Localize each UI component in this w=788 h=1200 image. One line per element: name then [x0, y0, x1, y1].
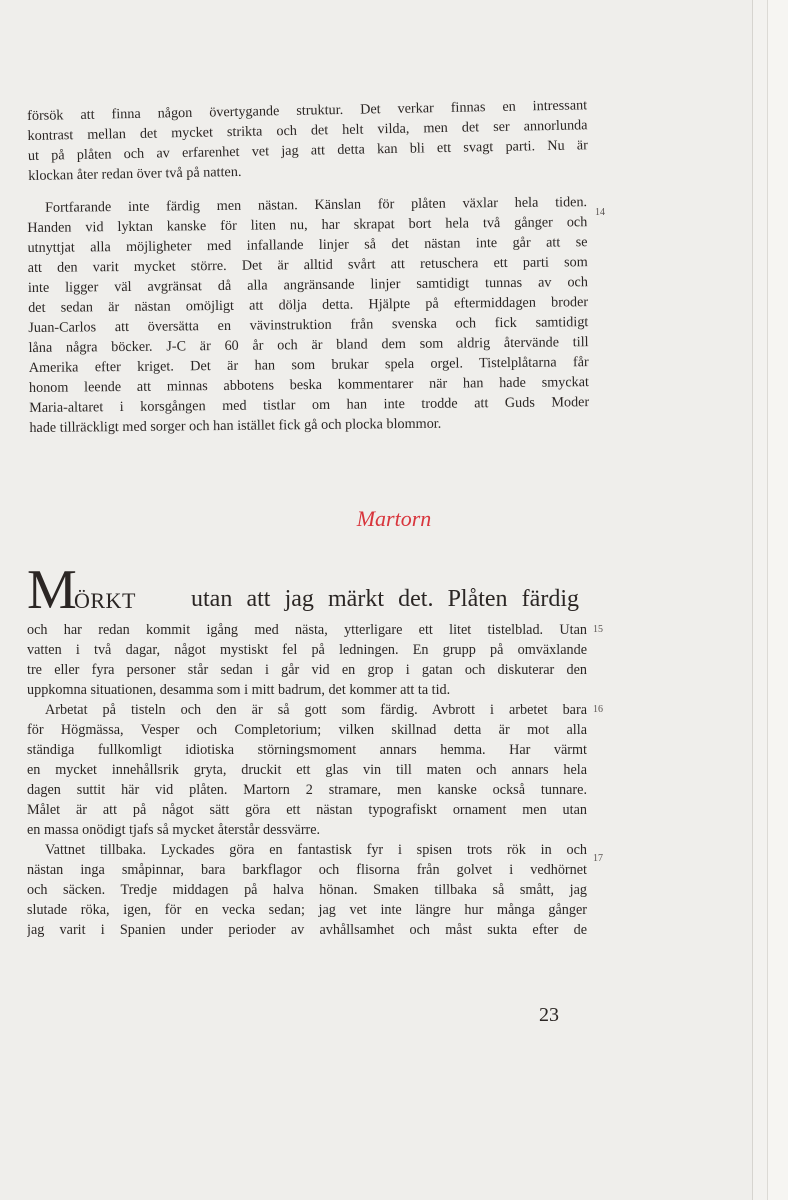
text-line: Maria-altaret i korsgången med tistlar om han inte trodde att Guds Moder: [29, 394, 590, 416]
page-number: 23: [539, 1004, 559, 1026]
text-line: jag varit i Spanien under perioder av avhållsamhet och måst sukta efter de: [27, 922, 587, 938]
text-line: inte ligger väl avgränsat då alla angränsande linjer samtidigt tunnas av och: [27, 274, 588, 296]
chapter-opening: [27, 559, 579, 621]
text-line: klockan åter redan över två på natten.: [28, 163, 242, 184]
page-edge-outer: [767, 0, 788, 1200]
paragraph-entry-14: [27, 192, 589, 438]
section-heading: Martorn: [356, 506, 432, 531]
margin-number: 15: [593, 624, 603, 635]
margin-number: 17: [593, 853, 603, 864]
text-line: dagen suttit här vid plåten. Martorn 2 stramare, men kanske också tunnare.: [27, 782, 587, 798]
text-line: låna några böcker. J-C är 60 år och är bland dem som aldrig återvände till: [28, 334, 589, 356]
text-line: ständiga fullkomligt idiotiska störningsmoment annars hemma. Har värmt: [27, 742, 587, 758]
text-line: Amerika efter kriget. Det är han som brukar spela orgel. Tistelplåtarna får: [28, 354, 589, 376]
text-line: slutade röka, igen, för en vecka sedan; jag vet inte längre hur många gånger: [27, 902, 587, 918]
text-line: Handen vid lyktan kanske för liten nu, har skrapat bort hela två gånger och: [27, 214, 588, 236]
text-line: försök att finna någon övertygande struktur. Det verkar finnas en intressant: [27, 97, 588, 124]
drop-cap: M: [27, 559, 77, 621]
text-line: Arbetat på tisteln och den är så gott som färdig. Avbrott i arbetet bara: [45, 702, 587, 718]
text-line: hade tillräckligt med sorger och han istället fick gå och plocka blommor.: [29, 415, 442, 436]
small-caps-word: ÖRKT: [74, 588, 136, 613]
text-line: Målet är att på något sätt göra ett nästan typografiskt ornament men utan: [27, 802, 587, 818]
text-line: honom leende att minnas abbotens beska kommentarer när han hade smyckat: [28, 374, 590, 396]
text-line: en mycket innehållsrik gryta, druckit ett glas vin till maten och annars hela: [27, 762, 587, 778]
text-line: att den varit mycket större. Det är alltid svårt att retuschera ett parti som: [27, 254, 588, 276]
text-line: vatten i två dagar, något mystiskt fel på ledningen. En grupp på omväxlande: [27, 642, 587, 658]
text-line: en massa onödigt tjafs så mycket återstår dessvärre.: [27, 822, 321, 838]
page-edge: [752, 0, 767, 1200]
text-line: nästan inga småpinnar, bara barkflagor och flisorna från golvet i vedhörnet: [27, 862, 587, 878]
text-line: utnyttjat alla möjligheter med infallande linjer så det nästan inte går att se: [27, 234, 588, 256]
text-line: och har redan kommit igång med nästa, ytterligare ett litet tistelblad. Utan: [27, 622, 587, 638]
text-line: och säcken. Tredje middagen på halva hönan. Smaken tillbaka så smått, jag: [27, 882, 587, 898]
text-line: uppkomna situationen, desamma som i mitt badrum, det kommer att ta tid.: [27, 682, 451, 698]
opening-line: utan att jag märkt det. Plåten färdig: [191, 586, 579, 612]
text-line: det sedan är nästan omöjligt att dölja detta. Hjälpte på eftermiddagen broder: [28, 294, 589, 316]
text-line: tre eller fyra personer står sedan i går vid en grop i gatan och diskuterar den: [27, 662, 587, 678]
text-line: Fortfarande inte färdig men nästan. Känslan för plåten växlar hela tiden.: [45, 194, 588, 216]
text-line: för Högmässa, Vesper och Completorium; vilken skillnad detta är mot alla: [27, 722, 587, 738]
text-line: Vattnet tillbaka. Lyckades göra en fantastisk fyr i spisen trots rök in och: [45, 842, 587, 858]
text-line: kontrast mellan det mycket strikta och det helt vilda, men det ser annorlunda: [27, 117, 588, 144]
margin-number: 14: [595, 207, 605, 218]
text-line: Juan-Carlos att översätta en vävinstruktion från svenska och fick samtidigt: [28, 314, 589, 336]
paragraph-continued: [27, 95, 588, 186]
text-line: ut på plåten och av erfarenhet vet jag att detta kan bli ett svagt parti. Nu är: [27, 137, 589, 164]
paragraph-entry-15-17: [27, 620, 587, 940]
margin-number: 16: [593, 704, 603, 715]
